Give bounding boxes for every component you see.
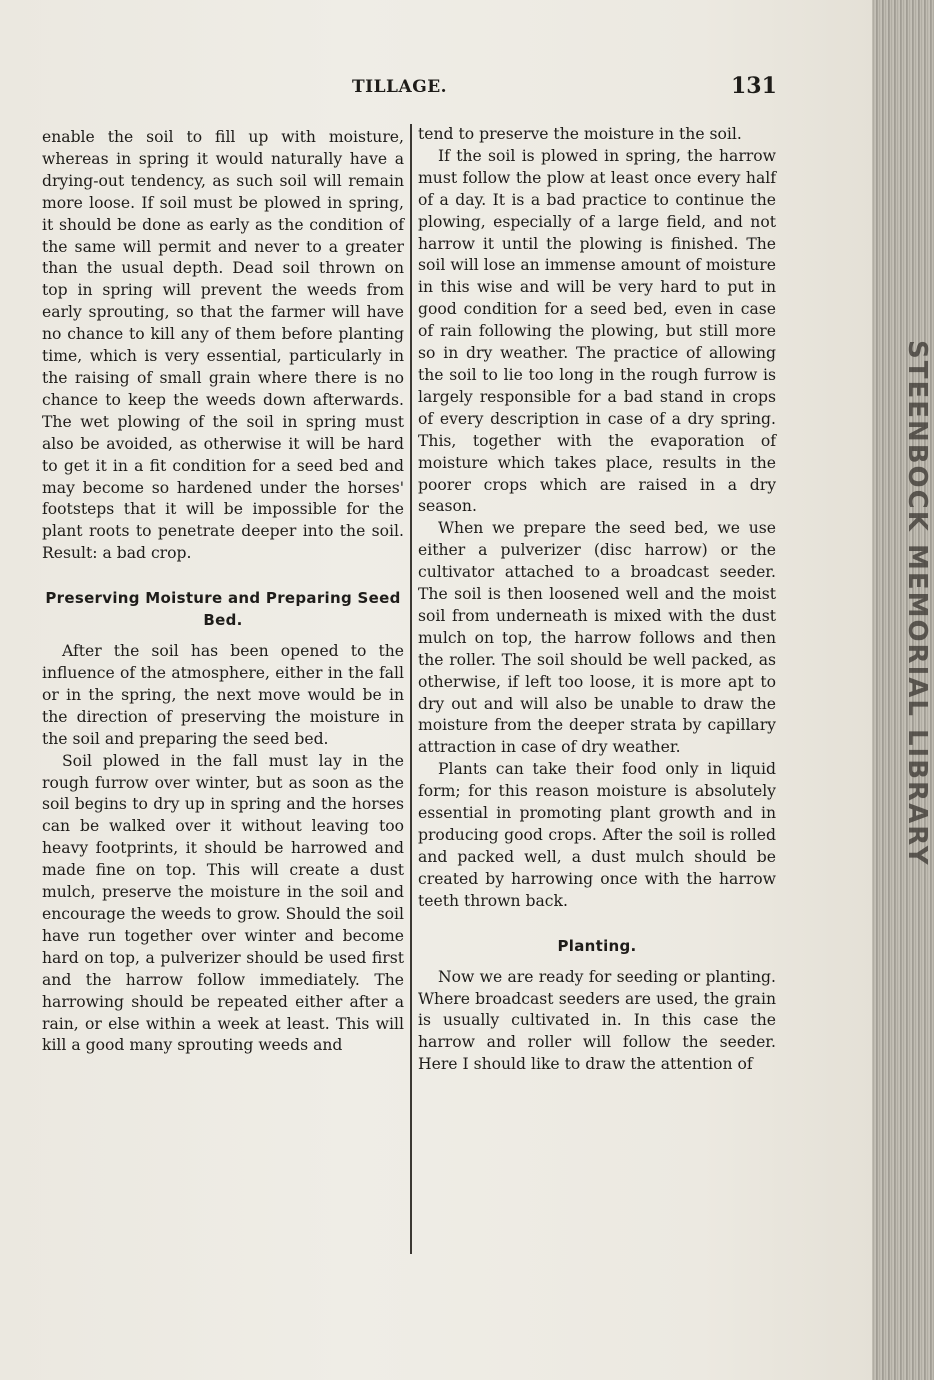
paragraph: enable the soil to fill up with moisture, whereas in spring it would naturally have a drying-out tendency, as such soil will remain more loose. If soil must be plowed in spring, it should be done as early as the condition of the same will permit and never to a greater than the usual depth. Dead soil thrown on top in spring will prevent the weeds from early sprouting, so that the farmer will have no chance to kill any of them before planting time, which is very essential, particularly in the raising of small grain where there is no chance to keep the weeds down afterwards. The wet plowing of the soil in spring must also be avoided, as otherwise it will be hard to get it in a fit condition for a seed bed and may become so hardened under the horses' footsteps that it will be impossible for the plant roots to penetrate deeper into the soil. Result: a bad crop.	[42, 128, 404, 563]
section-heading: Planting.	[557, 936, 637, 955]
paragraph: Now we are ready for seeding or planting. Where broadcast seeders are used, the grain is usually cultivated in. In this case the harrow and roller will follow the seeder. Here I should like to draw the attention of	[418, 967, 776, 1074]
running-header: TILLAGE.	[352, 77, 448, 97]
left-column	[42, 127, 404, 1057]
column-divider	[410, 124, 412, 1254]
paragraph: If the soil is plowed in spring, the harrow must follow the plow at least once every half of a day. It is a bad practice to continue the plowing, especially of a large field, and not harrow it until the plowing is finished. The soil will lose an immense amount of moisture in this wise and will be very hard to put in good condition for a seed bed, even in case of rain following the plowing, but still more so in dry weather. The practice of allowing the soil to lie too long in the rough furrow is largely responsible for a bad stand in crops of every description in case of a dry spring. This, together with the evaporation of moisture which takes place, results in the poorer crops which are raised in a dry season.	[418, 146, 776, 516]
paragraph: When we prepare the seed bed, we use either a pulverizer (disc harrow) or the cultivator attached to a broadcast seeder. The soil is then loosened well and the moist soil from underneath is mixed with the dust mulch on top, the harrow follows and then the roller. The soil should be well packed, as otherwise, if left too loose, it is more apt to dry out and will also be unable to draw the moisture from the deeper strata by capillary attraction in case of dry weather.	[418, 519, 776, 757]
paragraph: Plants can take their food only in liquid form; for this reason moisture is absolutely essential in promoting plant growth and in producing good crops. After the soil is rolled and packed well, a dust mulch should be created by harrowing once with the harrow teeth thrown back.	[418, 760, 776, 910]
right-column	[418, 124, 776, 1076]
page-number: 131	[731, 73, 777, 99]
paragraph: tend to preserve the moisture in the soil.	[418, 125, 742, 143]
paragraph: Soil plowed in the fall must lay in the rough furrow over winter, but as soon as the soil begins to dry up in spring and the horses can be walked over it without leaving too heavy footprints, it should be harrowed and made fine on top. This will create a dust mulch, preserve the moisture in the soil and encourage the weeds to grow. Should the soil have run together over winter and become hard on top, a pulverizer should be used first and the harrow follow immediately. The harrowing should be repeated either after a rain, or else within a week at least. This will kill a good many sprouting weeds and	[42, 751, 404, 1055]
library-spine-label: STEENBOCK MEMORIAL LIBRARY	[902, 340, 932, 867]
paragraph: After the soil has been opened to the influence of the atmosphere, either in the fall or in the spring, the next move would be in the direction of preserving the moisture in the soil and preparing the seed bed.	[42, 642, 404, 748]
section-heading: Preserving Moisture and Preparing Seed Bed.	[45, 589, 401, 630]
